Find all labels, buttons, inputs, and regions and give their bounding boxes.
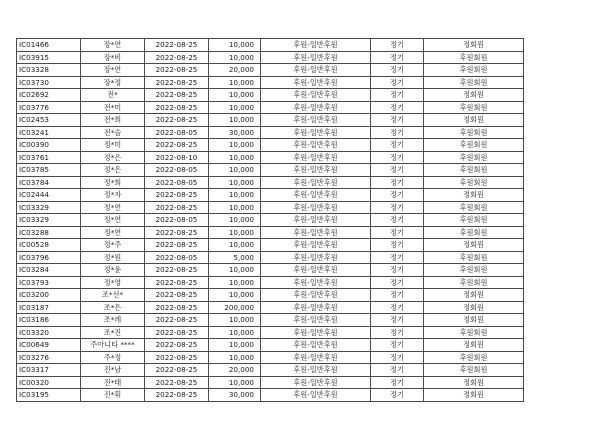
member-id-cell: IC00390 [17, 139, 81, 152]
member-grade-cell: 정회원 [424, 314, 524, 327]
member-id-cell: IC03796 [17, 251, 81, 264]
amount-cell: 10,000 [209, 226, 261, 239]
member-id-cell: IC03187 [17, 301, 81, 314]
donation-date-cell: 2022-08-25 [145, 326, 209, 339]
table-row [17, 239, 524, 252]
donation-date-cell: 2022-08-25 [145, 301, 209, 314]
member-grade-cell: 후원회원 [424, 51, 524, 64]
member-grade-cell: 정회원 [424, 239, 524, 252]
table-row [17, 126, 524, 139]
donation-date-cell: 2022-08-25 [145, 289, 209, 302]
payment-period-cell: 정기 [371, 76, 424, 89]
payment-period-cell: 정기 [371, 376, 424, 389]
member-name-cell: 조*진 [81, 326, 145, 339]
donation-type-cell: 후원-일반후원 [261, 51, 371, 64]
amount-cell: 10,000 [209, 201, 261, 214]
amount-cell: 10,000 [209, 89, 261, 102]
member-grade-cell: 후원회원 [424, 64, 524, 77]
table-row [17, 151, 524, 164]
member-grade-cell: 후원회원 [424, 351, 524, 364]
table-row [17, 339, 524, 352]
member-grade-cell: 후원회원 [424, 276, 524, 289]
amount-cell: 10,000 [209, 51, 261, 64]
amount-cell: 10,000 [209, 76, 261, 89]
member-grade-cell: 정회원 [424, 389, 524, 402]
table-row [17, 189, 524, 202]
member-id-cell: IC02444 [17, 189, 81, 202]
amount-cell: 10,000 [209, 339, 261, 352]
payment-period-cell: 정기 [371, 164, 424, 177]
payment-period-cell: 정기 [371, 101, 424, 114]
table-row [17, 264, 524, 277]
amount-cell: 200,000 [209, 301, 261, 314]
donation-date-cell: 2022-08-25 [145, 264, 209, 277]
payment-period-cell: 정기 [371, 126, 424, 139]
donation-type-cell: 후원-일반후원 [261, 289, 371, 302]
table-row [17, 139, 524, 152]
amount-cell: 5,000 [209, 251, 261, 264]
donation-type-cell: 후원-일반후원 [261, 201, 371, 214]
amount-cell: 10,000 [209, 376, 261, 389]
donation-type-cell: 후원-일반후원 [261, 76, 371, 89]
table-row [17, 226, 524, 239]
donation-date-cell: 2022-08-25 [145, 351, 209, 364]
payment-period-cell: 정기 [371, 251, 424, 264]
member-grade-cell: 후원회원 [424, 126, 524, 139]
member-id-cell: IC03785 [17, 164, 81, 177]
donation-type-cell: 후원-일반후원 [261, 264, 371, 277]
amount-cell: 10,000 [209, 114, 261, 127]
payment-period-cell: 정기 [371, 89, 424, 102]
donation-type-cell: 후원-일반후원 [261, 114, 371, 127]
payment-period-cell: 정기 [371, 301, 424, 314]
member-grade-cell: 후원회원 [424, 151, 524, 164]
member-name-cell: 조*은 [81, 301, 145, 314]
table-row [17, 201, 524, 214]
table-row [17, 164, 524, 177]
member-id-cell: IC03730 [17, 76, 81, 89]
donation-type-cell: 후원-일반후원 [261, 164, 371, 177]
member-name-cell: 정*원 [81, 251, 145, 264]
member-name-cell: 정*윤 [81, 264, 145, 277]
donation-date-cell: 2022-08-25 [145, 64, 209, 77]
table-row [17, 214, 524, 227]
amount-cell: 10,000 [209, 314, 261, 327]
donation-date-cell: 2022-08-25 [145, 376, 209, 389]
table-row [17, 39, 524, 52]
payment-period-cell: 정기 [371, 364, 424, 377]
member-grade-cell: 후원회원 [424, 264, 524, 277]
table-row [17, 276, 524, 289]
donation-type-cell: 후원-일반후원 [261, 314, 371, 327]
payment-period-cell: 정기 [371, 239, 424, 252]
member-name-cell: 조*선* [81, 289, 145, 302]
member-name-cell: 장*연 [81, 64, 145, 77]
payment-period-cell: 정기 [371, 151, 424, 164]
member-id-cell: IC02453 [17, 114, 81, 127]
member-id-cell: IC02692 [17, 89, 81, 102]
table-row [17, 351, 524, 364]
member-grade-cell: 정회원 [424, 289, 524, 302]
donation-date-cell: 2022-08-25 [145, 89, 209, 102]
member-name-cell: 정*연 [81, 201, 145, 214]
member-grade-cell: 정회원 [424, 339, 524, 352]
member-id-cell: IC00320 [17, 376, 81, 389]
donation-type-cell: 후원-일반후원 [261, 126, 371, 139]
amount-cell: 20,000 [209, 64, 261, 77]
member-id-cell: IC03241 [17, 126, 81, 139]
payment-period-cell: 정기 [371, 289, 424, 302]
member-grade-cell: 후원회원 [424, 101, 524, 114]
member-name-cell: 정*주 [81, 239, 145, 252]
donation-date-cell: 2022-08-25 [145, 201, 209, 214]
table-row [17, 51, 524, 64]
member-grade-cell: 후원회원 [424, 364, 524, 377]
amount-cell: 10,000 [209, 351, 261, 364]
member-grade-cell: 정회원 [424, 376, 524, 389]
table-row [17, 376, 524, 389]
payment-period-cell: 정기 [371, 264, 424, 277]
member-name-cell: 진*휘 [81, 389, 145, 402]
donation-date-cell: 2022-08-25 [145, 114, 209, 127]
member-id-cell: IC00528 [17, 239, 81, 252]
donation-date-cell: 2022-08-25 [145, 389, 209, 402]
table-row [17, 251, 524, 264]
payment-period-cell: 정기 [371, 176, 424, 189]
member-grade-cell: 후원회원 [424, 139, 524, 152]
member-id-cell: IC03195 [17, 389, 81, 402]
donation-table-body [17, 39, 524, 402]
amount-cell: 30,000 [209, 389, 261, 402]
amount-cell: 10,000 [209, 176, 261, 189]
member-grade-cell: 정회원 [424, 301, 524, 314]
member-name-cell: 장*연 [81, 39, 145, 52]
member-grade-cell: 후원회원 [424, 251, 524, 264]
payment-period-cell: 정기 [371, 64, 424, 77]
member-grade-cell: 후원회원 [424, 164, 524, 177]
member-id-cell: IC03328 [17, 64, 81, 77]
donation-date-cell: 2022-08-25 [145, 276, 209, 289]
donation-type-cell: 후원-일반후원 [261, 389, 371, 402]
member-id-cell: IC03776 [17, 101, 81, 114]
member-name-cell: 장*정 [81, 76, 145, 89]
member-grade-cell: 정회원 [424, 89, 524, 102]
donation-date-cell: 2022-08-25 [145, 364, 209, 377]
member-id-cell: IC03200 [17, 289, 81, 302]
donation-type-cell: 후원-일반후원 [261, 189, 371, 202]
member-id-cell: IC03288 [17, 226, 81, 239]
amount-cell: 10,000 [209, 264, 261, 277]
table-row [17, 64, 524, 77]
member-id-cell: IC03276 [17, 351, 81, 364]
donation-type-cell: 후원-일반후원 [261, 101, 371, 114]
member-id-cell: IC03317 [17, 364, 81, 377]
payment-period-cell: 정기 [371, 214, 424, 227]
member-name-cell: 정*연 [81, 214, 145, 227]
table-row [17, 389, 524, 402]
donation-date-cell: 2022-08-05 [145, 176, 209, 189]
payment-period-cell: 정기 [371, 51, 424, 64]
member-name-cell: 전*슬 [81, 126, 145, 139]
donation-type-cell: 후원-일반후원 [261, 376, 371, 389]
amount-cell: 10,000 [209, 164, 261, 177]
donation-type-cell: 후원-일반후원 [261, 176, 371, 189]
member-grade-cell: 후원회원 [424, 214, 524, 227]
amount-cell: 10,000 [209, 239, 261, 252]
payment-period-cell: 정기 [371, 189, 424, 202]
amount-cell: 10,000 [209, 101, 261, 114]
donation-type-cell: 후원-일반후원 [261, 239, 371, 252]
amount-cell: 10,000 [209, 39, 261, 52]
amount-cell: 10,000 [209, 214, 261, 227]
member-id-cell: IC03284 [17, 264, 81, 277]
payment-period-cell: 정기 [371, 201, 424, 214]
member-name-cell: 전*미 [81, 101, 145, 114]
member-grade-cell: 후원회원 [424, 201, 524, 214]
donation-date-cell: 2022-08-05 [145, 251, 209, 264]
member-name-cell: 주아니타 **** [81, 339, 145, 352]
amount-cell: 10,000 [209, 276, 261, 289]
payment-period-cell: 정기 [371, 276, 424, 289]
member-name-cell: 정*은 [81, 151, 145, 164]
member-name-cell: 정*자 [81, 189, 145, 202]
amount-cell: 10,000 [209, 151, 261, 164]
donation-date-cell: 2022-08-25 [145, 139, 209, 152]
member-id-cell: IC03329 [17, 214, 81, 227]
amount-cell: 10,000 [209, 289, 261, 302]
member-id-cell: IC01466 [17, 39, 81, 52]
donation-type-cell: 후원-일반후원 [261, 339, 371, 352]
member-name-cell: 정*은 [81, 164, 145, 177]
amount-cell: 20,000 [209, 364, 261, 377]
donation-date-cell: 2022-08-25 [145, 226, 209, 239]
donation-date-cell: 2022-08-25 [145, 314, 209, 327]
payment-period-cell: 정기 [371, 339, 424, 352]
table-row [17, 314, 524, 327]
member-grade-cell: 정회원 [424, 39, 524, 52]
member-id-cell: IC03761 [17, 151, 81, 164]
donation-type-cell: 후원-일반후원 [261, 64, 371, 77]
payment-period-cell: 정기 [371, 326, 424, 339]
payment-period-cell: 정기 [371, 314, 424, 327]
member-name-cell: 정*희 [81, 176, 145, 189]
donation-type-cell: 후원-일반후원 [261, 139, 371, 152]
member-grade-cell: 후원회원 [424, 176, 524, 189]
member-id-cell: IC03329 [17, 201, 81, 214]
payment-period-cell: 정기 [371, 226, 424, 239]
donation-date-cell: 2022-08-25 [145, 51, 209, 64]
donation-type-cell: 후원-일반후원 [261, 39, 371, 52]
table-row [17, 114, 524, 127]
donation-type-cell: 후원-일반후원 [261, 251, 371, 264]
table-row [17, 364, 524, 377]
member-id-cell: IC03793 [17, 276, 81, 289]
donation-date-cell: 2022-08-05 [145, 214, 209, 227]
amount-cell: 30,000 [209, 126, 261, 139]
amount-cell: 10,000 [209, 326, 261, 339]
member-grade-cell: 후원회원 [424, 326, 524, 339]
donation-type-cell: 후원-일반후원 [261, 226, 371, 239]
payment-period-cell: 정기 [371, 39, 424, 52]
table-row [17, 89, 524, 102]
amount-cell: 10,000 [209, 189, 261, 202]
table-row [17, 101, 524, 114]
payment-period-cell: 정기 [371, 139, 424, 152]
member-name-cell: 조*례 [81, 314, 145, 327]
donation-date-cell: 2022-08-05 [145, 126, 209, 139]
payment-period-cell: 정기 [371, 114, 424, 127]
table-row [17, 301, 524, 314]
donation-date-cell: 2022-08-10 [145, 151, 209, 164]
donation-table [16, 38, 524, 402]
donation-date-cell: 2022-08-25 [145, 189, 209, 202]
member-name-cell: 정*연 [81, 226, 145, 239]
member-id-cell: IC03320 [17, 326, 81, 339]
member-name-cell: 정*미 [81, 139, 145, 152]
member-grade-cell: 정회원 [424, 114, 524, 127]
table-row [17, 289, 524, 302]
member-name-cell: 전*희 [81, 114, 145, 127]
member-name-cell: 장*비 [81, 51, 145, 64]
member-name-cell: 진*태 [81, 376, 145, 389]
table-row [17, 176, 524, 189]
member-grade-cell: 후원회원 [424, 226, 524, 239]
donation-type-cell: 후원-일반후원 [261, 351, 371, 364]
donation-type-cell: 후원-일반후원 [261, 89, 371, 102]
donation-date-cell: 2022-08-25 [145, 101, 209, 114]
donation-date-cell: 2022-08-25 [145, 239, 209, 252]
member-id-cell: IC03915 [17, 51, 81, 64]
payment-period-cell: 정기 [371, 351, 424, 364]
table-row [17, 326, 524, 339]
member-name-cell: 전* [81, 89, 145, 102]
donation-type-cell: 후원-일반후원 [261, 326, 371, 339]
amount-cell: 10,000 [209, 139, 261, 152]
donation-type-cell: 후원-일반후원 [261, 301, 371, 314]
donation-type-cell: 후원-일반후원 [261, 214, 371, 227]
donation-date-cell: 2022-08-25 [145, 76, 209, 89]
member-name-cell: 정*영 [81, 276, 145, 289]
member-name-cell: 진*남 [81, 364, 145, 377]
donation-type-cell: 후원-일반후원 [261, 276, 371, 289]
member-id-cell: IC03186 [17, 314, 81, 327]
donation-date-cell: 2022-08-25 [145, 339, 209, 352]
donation-type-cell: 후원-일반후원 [261, 364, 371, 377]
table-row [17, 76, 524, 89]
member-id-cell: IC03784 [17, 176, 81, 189]
member-name-cell: 주*정 [81, 351, 145, 364]
donation-date-cell: 2022-08-25 [145, 39, 209, 52]
member-grade-cell: 정회원 [424, 189, 524, 202]
donation-type-cell: 후원-일반후원 [261, 151, 371, 164]
member-grade-cell: 후원회원 [424, 76, 524, 89]
member-id-cell: IC00649 [17, 339, 81, 352]
payment-period-cell: 정기 [371, 389, 424, 402]
donation-date-cell: 2022-08-05 [145, 164, 209, 177]
